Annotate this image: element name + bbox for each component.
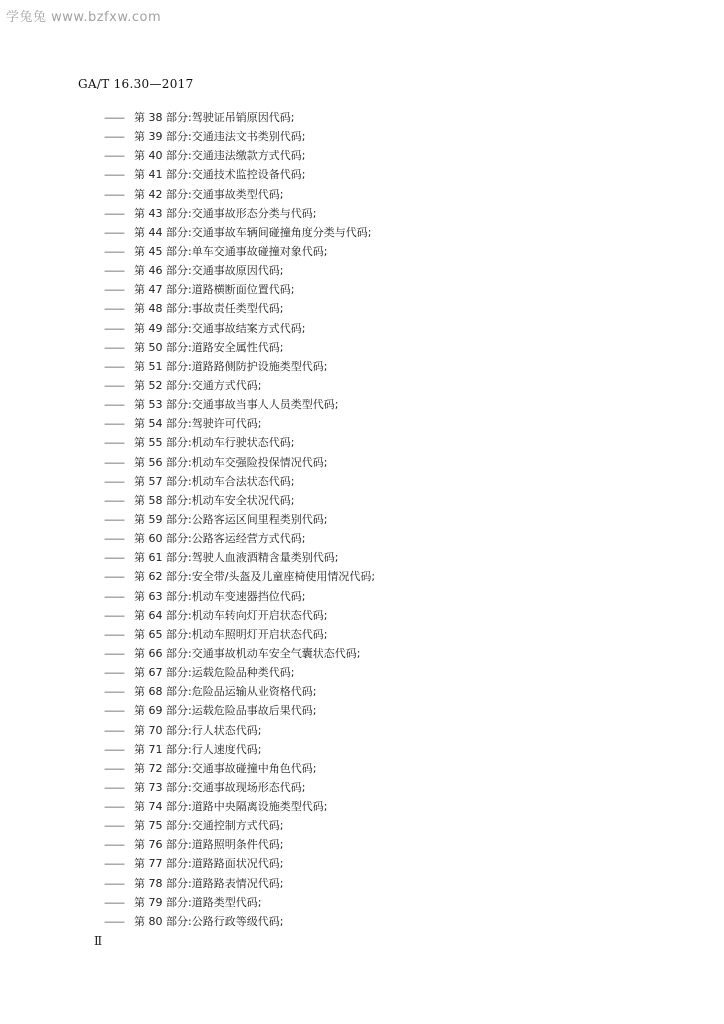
list-item	[104, 433, 375, 452]
list-dash: ——	[104, 532, 124, 546]
list-item-label: 第 68 部分:危险品运输从业资格代码;	[134, 685, 317, 699]
list-dash: ——	[104, 608, 124, 622]
list-dash: ——	[104, 264, 124, 278]
list-item	[104, 778, 375, 797]
list-item-label: 第 56 部分:机动车交强险投保情况代码;	[134, 455, 328, 469]
list-item-label: 第 76 部分:道路照明条件代码;	[134, 838, 284, 852]
list-item	[104, 261, 375, 280]
list-item	[104, 108, 375, 127]
list-dash: ——	[104, 149, 124, 163]
list-item-label: 第 71 部分:行人速度代码;	[134, 742, 262, 756]
list-dash: ——	[104, 225, 124, 239]
list-item	[104, 453, 375, 472]
list-dash: ——	[104, 704, 124, 718]
list-dash: ——	[104, 914, 124, 928]
list-item-label: 第 53 部分:交通事故当事人人员类型代码;	[134, 398, 339, 412]
list-dash: ——	[104, 302, 124, 316]
list-item-label: 第 66 部分:交通事故机动车安全气囊状态代码;	[134, 646, 361, 660]
list-dash: ——	[104, 627, 124, 641]
list-dash: ——	[104, 244, 124, 258]
list-item-label: 第 80 部分:公路行政等级代码;	[134, 914, 284, 928]
list-item	[104, 510, 375, 529]
list-item-label: 第 58 部分:机动车安全状况代码;	[134, 493, 295, 507]
list-item	[104, 606, 375, 625]
list-item-label: 第 78 部分:道路路表情况代码;	[134, 876, 284, 890]
list-item	[104, 701, 375, 720]
list-item	[104, 127, 375, 146]
list-dash: ——	[104, 340, 124, 354]
list-item	[104, 395, 375, 414]
list-item-label: 第 64 部分:机动车转向灯开启状态代码;	[134, 608, 328, 622]
list-item	[104, 299, 375, 318]
list-item	[104, 644, 375, 663]
list-dash: ——	[104, 436, 124, 450]
list-dash: ——	[104, 895, 124, 909]
list-dash: ——	[104, 780, 124, 794]
list-dash: ——	[104, 493, 124, 507]
list-dash: ——	[104, 551, 124, 565]
list-item	[104, 854, 375, 873]
list-item-label: 第 55 部分:机动车行驶状态代码;	[134, 436, 295, 450]
list-item-label: 第 79 部分:道路类型代码;	[134, 895, 262, 909]
list-item	[104, 663, 375, 682]
list-item-label: 第 60 部分:公路客运经营方式代码;	[134, 532, 306, 546]
list-item	[104, 548, 375, 567]
list-item	[104, 893, 375, 912]
list-dash: ——	[104, 685, 124, 699]
list-item	[104, 625, 375, 644]
list-dash: ——	[104, 800, 124, 814]
list-dash: ——	[104, 570, 124, 584]
page-number: Ⅱ	[94, 934, 103, 948]
list-item-label: 第 44 部分:交通事故车辆间碰撞角度分类与代码;	[134, 225, 372, 239]
list-dash: ——	[104, 187, 124, 201]
list-dash: ——	[104, 474, 124, 488]
list-item-label: 第 73 部分:交通事故现场形态代码;	[134, 780, 306, 794]
list-item	[104, 816, 375, 835]
list-item-label: 第 72 部分:交通事故碰撞中角色代码;	[134, 761, 317, 775]
list-item-label: 第 70 部分:行人状态代码;	[134, 723, 262, 737]
list-item-label: 第 41 部分:交通技术监控设备代码;	[134, 168, 306, 182]
list-dash: ——	[104, 398, 124, 412]
list-dash: ——	[104, 321, 124, 335]
list-dash: ——	[104, 761, 124, 775]
list-item	[104, 223, 375, 242]
list-item-label: 第 52 部分:交通方式代码;	[134, 378, 262, 392]
list-dash: ——	[104, 512, 124, 526]
list-item	[104, 242, 375, 261]
list-item	[104, 376, 375, 395]
list-dash: ——	[104, 838, 124, 852]
list-item	[104, 472, 375, 491]
list-dash: ——	[104, 742, 124, 756]
list-item	[104, 414, 375, 433]
list-item-label: 第 67 部分:运载危险品种类代码;	[134, 666, 295, 680]
list-item	[104, 280, 375, 299]
list-item	[104, 165, 375, 184]
list-item	[104, 740, 375, 759]
list-item-label: 第 45 部分:单车交通事故碰撞对象代码;	[134, 244, 328, 258]
list-dash: ——	[104, 857, 124, 871]
list-item-label: 第 40 部分:交通违法缴款方式代码;	[134, 149, 306, 163]
list-dash: ——	[104, 378, 124, 392]
list-item-label: 第 62 部分:安全带/头盔及儿童座椅使用情况代码;	[134, 570, 376, 584]
list-item	[104, 797, 375, 816]
list-item-label: 第 49 部分:交通事故结案方式代码;	[134, 321, 306, 335]
list-item	[104, 759, 375, 778]
list-dash: ——	[104, 589, 124, 603]
list-item-label: 第 43 部分:交通事故形态分类与代码;	[134, 206, 317, 220]
list-dash: ——	[104, 206, 124, 220]
list-item	[104, 491, 375, 510]
list-item-label: 第 39 部分:交通违法文书类别代码;	[134, 130, 306, 144]
list-item-label: 第 59 部分:公路客运区间里程类别代码;	[134, 512, 328, 526]
list-dash: ——	[104, 723, 124, 737]
list-dash: ——	[104, 646, 124, 660]
document-header: GA/T 16.30—2017	[78, 77, 194, 91]
list-dash: ——	[104, 455, 124, 469]
list-item-label: 第 54 部分:驾驶许可代码;	[134, 417, 262, 431]
list-dash: ——	[104, 819, 124, 833]
list-dash: ——	[104, 876, 124, 890]
list-item	[104, 567, 375, 586]
list-item-label: 第 48 部分:事故责任类型代码;	[134, 302, 284, 316]
list-item-label: 第 69 部分:运载危险品事故后果代码;	[134, 704, 317, 718]
list-dash: ——	[104, 359, 124, 373]
list-item	[104, 319, 375, 338]
watermark-text: 学兔兔 www.bzfxw.com	[6, 10, 162, 25]
list-dash: ——	[104, 111, 124, 124]
list-item-label: 第 61 部分:驾驶人血液酒精含量类别代码;	[134, 551, 339, 565]
list-item	[104, 835, 375, 854]
list-dash: ——	[104, 666, 124, 680]
list-item	[104, 682, 375, 701]
list-item	[104, 587, 375, 606]
part-list	[104, 108, 375, 931]
list-item	[104, 912, 375, 931]
list-item-label: 第 51 部分:道路路侧防护设施类型代码;	[134, 359, 328, 373]
list-item	[104, 721, 375, 740]
list-item-label: 第 77 部分:道路路面状况代码;	[134, 857, 284, 871]
list-item-label: 第 50 部分:道路安全属性代码;	[134, 340, 284, 354]
list-item	[104, 146, 375, 165]
list-item	[104, 357, 375, 376]
list-item-label: 第 75 部分:交通控制方式代码;	[134, 819, 284, 833]
list-item-label: 第 65 部分:机动车照明灯开启状态代码;	[134, 627, 328, 641]
list-item-label: 第 42 部分:交通事故类型代码;	[134, 187, 284, 201]
list-item	[104, 874, 375, 893]
list-dash: ——	[104, 283, 124, 297]
list-item-label: 第 46 部分:交通事故原因代码;	[134, 264, 284, 278]
list-dash: ——	[104, 417, 124, 431]
list-item-label: 第 38 部分:驾驶证吊销原因代码;	[134, 111, 295, 124]
list-item	[104, 338, 375, 357]
list-item	[104, 529, 375, 548]
list-item-label: 第 63 部分:机动车变速器挡位代码;	[134, 589, 306, 603]
list-dash: ——	[104, 130, 124, 144]
list-item-label: 第 47 部分:道路横断面位置代码;	[134, 283, 295, 297]
list-item-label: 第 74 部分:道路中央隔离设施类型代码;	[134, 800, 328, 814]
list-item	[104, 185, 375, 204]
list-item-label: 第 57 部分:机动车合法状态代码;	[134, 474, 295, 488]
list-dash: ——	[104, 168, 124, 182]
list-item	[104, 204, 375, 223]
